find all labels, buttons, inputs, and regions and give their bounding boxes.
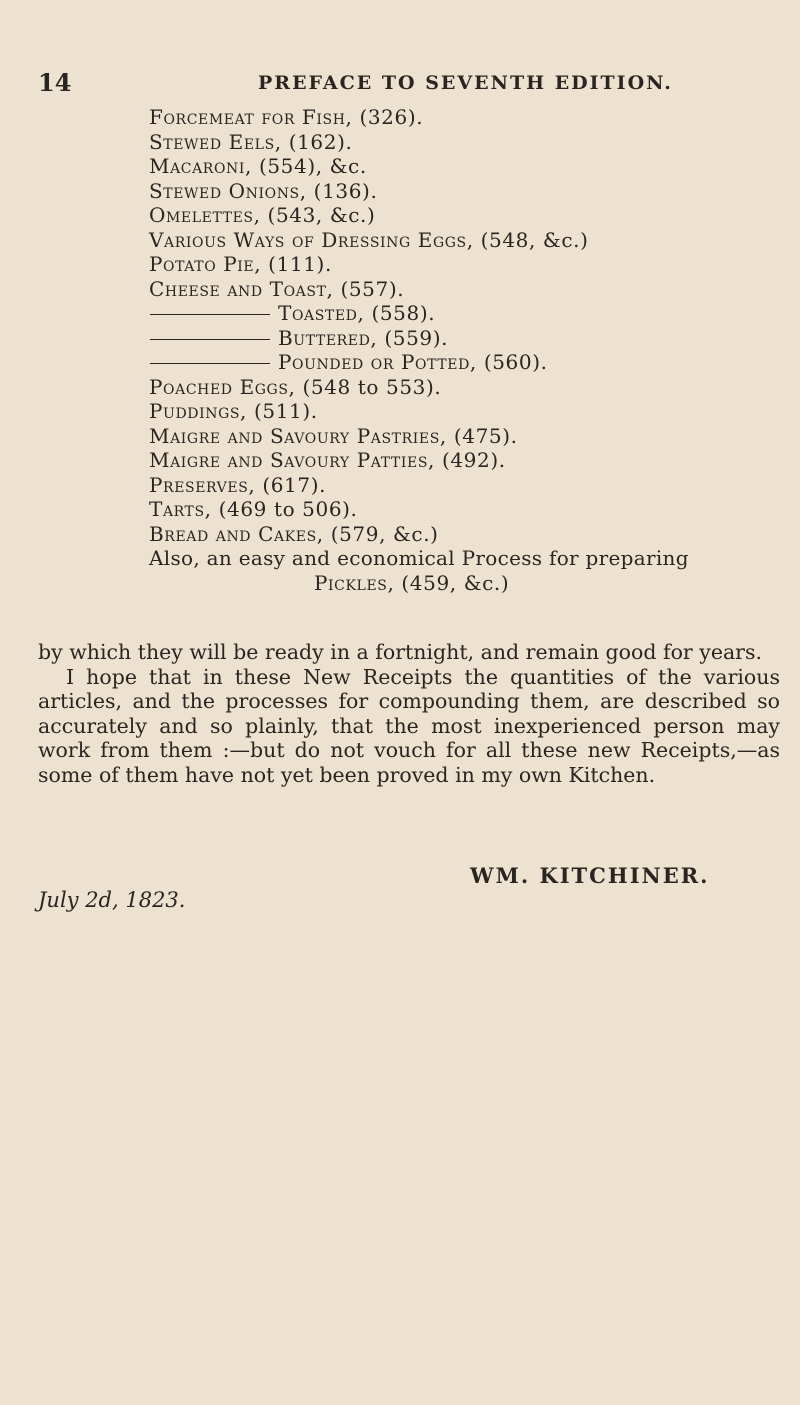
entry-name: Puddings, [149, 399, 248, 423]
recipe-list [149, 105, 769, 595]
entry-name: Cheese and Toast, [149, 276, 334, 301]
recipe-entry [149, 350, 769, 375]
recipe-entry [149, 448, 769, 473]
entry-ref: (554), &c. [258, 154, 367, 178]
entry-name: Pickles, [314, 570, 395, 595]
recipe-entry [149, 252, 769, 277]
recipe-entry [149, 301, 769, 326]
recipe-entry [149, 130, 769, 155]
recipe-entry [149, 399, 769, 424]
entry-ref: (459, &c.) [401, 570, 510, 595]
recipe-entry [149, 571, 769, 596]
entry-ref: (511). [254, 399, 318, 423]
ditto-rule [150, 363, 270, 364]
entry-name: Potato Pie, [149, 252, 262, 276]
entry-name: Maigre and Savoury Pastries, [149, 423, 447, 448]
entry-ref: (136). [313, 178, 378, 203]
recipe-entry [149, 473, 769, 498]
entry-ref: (617). [262, 472, 327, 497]
entry-name: Buttered, [278, 325, 378, 350]
entry-ref: (560). [483, 350, 548, 374]
entry-ref: (543, &c.) [267, 203, 376, 227]
entry-ref: (548 to 553). [302, 374, 442, 399]
recipe-entry [149, 277, 769, 302]
paragraph: I hope that in these New Receipts the quantities of the various articles, and the processes for compounding them, are described so accurately and so plainly, that the most inexperienced person may work from them :—but do not vouch for all these new Receipts,—as some of them have not yet been proved in my own Kitchen. [38, 664, 780, 787]
date-line: July 2d, 1823. [38, 888, 186, 912]
recipe-entry [149, 375, 769, 400]
header-title: PREFACE TO SEVENTH EDITION. [258, 72, 673, 94]
entry-name: Bread and Cakes, [149, 521, 324, 546]
entry-name: Maigre and Savoury Patties, [149, 448, 435, 472]
recipe-entry [149, 179, 769, 204]
entry-ref: (469 to 506). [218, 497, 358, 521]
entry-ref: (558). [371, 301, 436, 325]
recipe-entry [149, 154, 769, 179]
recipe-entry [149, 203, 769, 228]
entry-name: Preserves, [149, 472, 256, 497]
entry-ref: (162). [288, 129, 353, 154]
entry-name: Macaroni, [149, 154, 252, 178]
recipe-entry [149, 105, 769, 130]
entry-ref: (559). [384, 325, 449, 350]
recipe-entry [149, 522, 769, 547]
entry-name: Forcemeat for Fish, [149, 105, 353, 129]
ditto-rule [150, 314, 270, 315]
page-number: 14 [38, 68, 72, 97]
entry-name: Various Ways of Dressing Eggs, [149, 227, 474, 252]
entry-name: Poached Eggs, [149, 374, 296, 399]
entry-name: Toasted, [278, 301, 365, 325]
entry-name: Omelettes, [149, 203, 261, 227]
running-head [38, 68, 778, 108]
entry-ref: (475). [453, 423, 518, 448]
entry-ref: (326). [359, 105, 424, 129]
entry-ref: (579, &c.) [330, 521, 439, 546]
recipe-entry [149, 497, 769, 522]
preface-text [38, 640, 780, 787]
entry-name: Stewed Eels, [149, 129, 282, 154]
recipe-entry [149, 424, 769, 449]
entry-ref: (548, &c.) [480, 227, 589, 252]
entry-ref: (492). [441, 448, 506, 472]
entry-ref: (557). [340, 276, 405, 301]
entry-name: Pounded or Potted, [278, 350, 477, 374]
entry-ref: (111). [268, 252, 332, 276]
paragraph: by which they will be ready in a fortnight, and remain good for years. [38, 640, 763, 664]
author-signature: WM. KITCHINER. [470, 863, 710, 888]
ditto-rule [150, 339, 270, 340]
entry-name: Tarts, [149, 497, 212, 521]
also-line: Also, an easy and economical Process for preparing [149, 546, 689, 570]
recipe-entry [149, 228, 769, 253]
recipe-entry [149, 326, 769, 351]
entry-name: Stewed Onions, [149, 178, 307, 203]
